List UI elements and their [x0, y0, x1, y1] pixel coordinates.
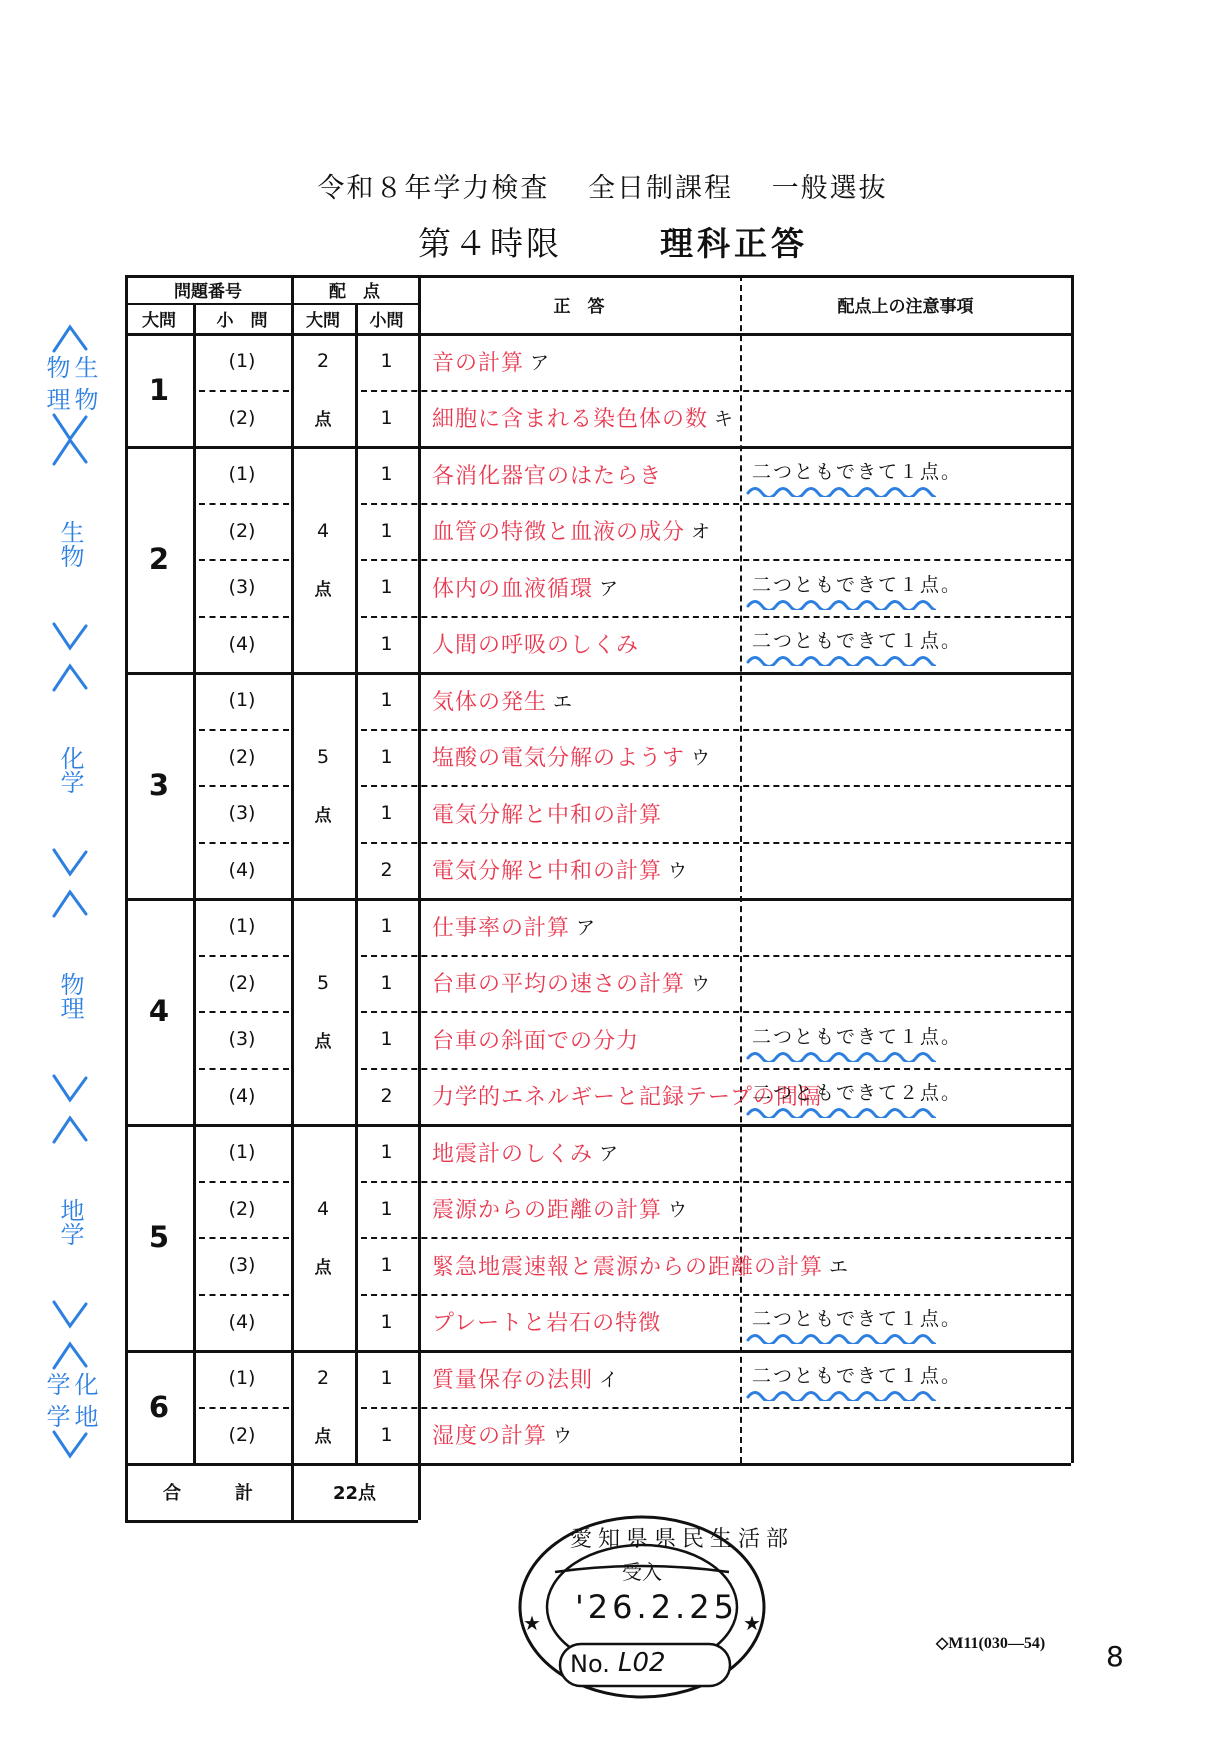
answer-cell: [432, 559, 619, 616]
answer-cell: [432, 1294, 667, 1351]
minor-question-number: (2): [228, 406, 256, 429]
minor-points: 1: [380, 1423, 393, 1446]
answer-cell: [432, 503, 711, 560]
major-points-value: 4: [316, 519, 330, 542]
stamp-date: '26.2.25: [575, 1588, 738, 1626]
major-points-value: 4: [316, 1197, 330, 1220]
annotation-text: 地学: [56, 1198, 84, 1246]
major-points-value: 5: [316, 971, 330, 994]
minor-points: 1: [380, 1367, 393, 1390]
answer-topic-handwritten: 仕事率の計算: [432, 915, 571, 941]
minor-points: 1: [380, 971, 393, 994]
caret-down-icon: [50, 1300, 90, 1330]
minor-question-number: (1): [228, 1367, 256, 1390]
wavy-underline-icon: [746, 1048, 936, 1062]
caret-down-icon: [50, 622, 90, 652]
minor-question-number: (4): [228, 1310, 256, 1333]
answer-topic-handwritten: プレートと岩石の特徴: [432, 1311, 662, 1337]
answer-topic-handwritten: 音の計算: [432, 350, 525, 376]
minor-question-number: (4): [228, 632, 256, 655]
minor-question-number: (1): [228, 463, 256, 486]
answer-symbol: ア: [599, 577, 620, 600]
answer-symbol: ウ: [668, 860, 689, 883]
minor-question-number: (2): [228, 519, 256, 542]
answer-cell: [432, 729, 711, 786]
exam-title: [0, 166, 1205, 205]
answer-topic-handwritten: 震源からの距離の計算: [432, 1198, 663, 1224]
major-points-unit: 点: [314, 1257, 332, 1278]
caret-down-icon: [50, 1430, 90, 1460]
annotation-text: 化学: [56, 746, 84, 794]
header-question-number: 問題番号: [174, 281, 242, 302]
answer-symbol: ウ: [668, 1199, 689, 1222]
annotation-text: 生物: [56, 520, 84, 568]
minor-question-number: (3): [228, 802, 256, 825]
stamp-number-value: L02: [618, 1648, 666, 1678]
table-border: [1071, 275, 1074, 1463]
major-points-unit: 点: [314, 1031, 332, 1052]
document-code: ◇M11(030—54): [936, 1635, 1046, 1652]
answer-topic-handwritten: 人間の呼吸のしくみ: [432, 633, 640, 659]
major-question-number: 6: [148, 1389, 170, 1424]
answer-symbol: ア: [599, 1142, 620, 1165]
answer-topic-handwritten: 電気分解と中和の計算: [432, 859, 663, 885]
major-question-number: 4: [148, 994, 170, 1028]
period-label: 第４時限: [418, 224, 562, 263]
answer-symbol: オ: [691, 521, 712, 544]
table-border: [125, 1520, 418, 1523]
page-number: 8: [1106, 1640, 1124, 1673]
minor-points: 1: [380, 1197, 393, 1220]
wavy-underline-icon: [746, 483, 936, 497]
answer-cell: [432, 1237, 849, 1294]
answer-cell: [432, 1181, 688, 1238]
svg-text:★: ★: [743, 1611, 761, 1635]
subject-annotation: [40, 1114, 100, 1360]
header-major: 大問: [142, 310, 176, 331]
minor-points: 1: [380, 689, 393, 712]
answer-symbol: キ: [714, 408, 735, 431]
major-points-unit: 点: [314, 579, 332, 600]
annotation-text: 地学: [42, 1404, 98, 1428]
header-minor: 小 問: [216, 310, 268, 331]
minor-points: 1: [380, 1310, 393, 1333]
header-points-minor: 小問: [369, 310, 404, 331]
answer-topic-handwritten: 質量保存の法則: [432, 1367, 594, 1393]
subject-annotation: [28, 1340, 112, 1473]
minor-points: 2: [380, 858, 393, 881]
minor-question-number: (2): [228, 745, 256, 768]
minor-points: 1: [380, 406, 393, 429]
answer-cell: [432, 672, 573, 729]
wavy-underline-icon: [746, 1387, 936, 1401]
minor-question-number: (1): [228, 1141, 256, 1164]
annotation-text: 物理: [42, 387, 98, 411]
scoring-note: 二つともできて１点。: [752, 630, 963, 653]
wavy-underline-icon: [746, 1330, 936, 1344]
answer-topic-handwritten: 電気分解と中和の計算: [432, 802, 663, 828]
caret-up-icon: [50, 1340, 90, 1370]
major-question-number: 1: [148, 372, 170, 407]
answer-topic-handwritten: 緊急地震速報と震源からの距離の計算: [432, 1254, 824, 1280]
minor-question-number: (1): [228, 350, 256, 373]
answer-topic-handwritten: 体内の血液循環: [432, 576, 594, 602]
annotation-text: 物理: [56, 972, 84, 1020]
answer-cell: [432, 785, 668, 842]
minor-question-number: (3): [228, 576, 256, 599]
answer-cell: [432, 1407, 573, 1464]
scoring-note: 二つともできて１点。: [752, 1364, 963, 1387]
answer-topic-handwritten: 台車の斜面での分力: [432, 1028, 640, 1054]
minor-points: 1: [380, 350, 393, 373]
header-answer: 正 答: [553, 296, 605, 317]
caret-up-icon: [50, 662, 90, 692]
minor-question-number: (2): [228, 1423, 256, 1446]
scoring-note: 二つともできて１点。: [752, 460, 963, 483]
answer-symbol: ウ: [691, 973, 712, 996]
wavy-underline-icon: [746, 652, 936, 666]
minor-question-number: (1): [228, 915, 256, 938]
wavy-underline-icon: [746, 1104, 936, 1118]
caret-up-icon: [50, 436, 90, 466]
caret-down-icon: [50, 848, 90, 878]
caret-up-icon: [50, 888, 90, 918]
header-points: 配 点: [329, 281, 380, 302]
minor-question-number: (3): [228, 1254, 256, 1277]
minor-points: 1: [380, 745, 393, 768]
major-points-value: 2: [316, 1367, 330, 1390]
scoring-note: 二つともできて１点。: [752, 1025, 963, 1048]
header-points-major: 大問: [306, 310, 340, 331]
subject-annotation: [40, 436, 100, 682]
subject-annotation: [40, 662, 100, 908]
major-question-number: 5: [148, 1220, 170, 1254]
annotation-text: 生物: [42, 355, 98, 379]
answer-cell: [432, 616, 645, 673]
major-points-value: 2: [316, 350, 330, 373]
minor-points: 1: [380, 463, 393, 486]
answer-topic-handwritten: 塩酸の電気分解のようす: [432, 746, 686, 772]
exam-title-part: 令和８年学力検査: [317, 173, 550, 204]
wavy-underline-icon: [746, 596, 936, 610]
svg-text:★: ★: [523, 1611, 541, 1635]
minor-question-number: (3): [228, 1028, 256, 1051]
answer-symbol: ウ: [553, 1425, 574, 1448]
answer-topic-handwritten: 各消化器官のはたらき: [432, 463, 663, 489]
answer-topic-handwritten: 細胞に含まれる染色体の数: [432, 407, 709, 433]
answer-cell: [432, 333, 550, 390]
answer-topic-handwritten: 湿度の計算: [432, 1424, 548, 1450]
answer-cell: [432, 446, 668, 503]
answer-topic-handwritten: 力学的エネルギーと記録テープの間隔: [432, 1085, 822, 1111]
minor-points: 1: [380, 1028, 393, 1051]
minor-points: 1: [380, 576, 393, 599]
caret-down-icon: [50, 1074, 90, 1104]
major-points-value: 5: [316, 745, 330, 768]
exam-title-part: 全日制課程: [588, 173, 733, 204]
minor-points: 1: [380, 1254, 393, 1277]
minor-question-number: (4): [228, 858, 256, 881]
major-question-number: 3: [148, 768, 170, 802]
minor-question-number: (2): [228, 971, 256, 994]
answer-cell: [432, 842, 688, 899]
answer-symbol: エ: [829, 1255, 850, 1278]
major-points-unit: 点: [314, 805, 332, 826]
scoring-note: 二つともできて１点。: [752, 573, 963, 596]
stamp-received: 受入: [622, 1560, 662, 1584]
answer-symbol: エ: [553, 690, 574, 713]
total-value: 22点: [332, 1482, 377, 1504]
stamp-arc-text: 愛知県県民生活部: [570, 1527, 795, 1552]
answer-topic-handwritten: 地震計のしくみ: [432, 1141, 594, 1167]
answer-symbol: イ: [599, 1368, 620, 1391]
minor-points: 1: [380, 632, 393, 655]
major-points-unit: 点: [314, 1427, 332, 1448]
caret-up-icon: [50, 1114, 90, 1144]
subject-annotation: [40, 888, 100, 1134]
major-question-number: 2: [148, 542, 170, 576]
scoring-note: 二つともできて２点。: [752, 1082, 963, 1105]
subject-title: 理科正答: [660, 224, 808, 263]
answer-cell: [432, 1124, 619, 1181]
exam-title-part: 一般選抜: [771, 173, 888, 204]
minor-points: 2: [380, 1084, 393, 1107]
annotation-text: 化学: [42, 1372, 98, 1396]
answer-cell: [432, 898, 596, 955]
minor-points: 1: [380, 1141, 393, 1164]
answer-cell: [432, 1011, 645, 1068]
answer-cell: [432, 955, 711, 1012]
answer-symbol: ウ: [691, 747, 712, 770]
answer-topic-handwritten: 気体の発生: [432, 689, 548, 715]
minor-points: 1: [380, 802, 393, 825]
minor-points: 1: [380, 519, 393, 542]
answer-symbol: ア: [530, 351, 551, 374]
answer-cell: [432, 1350, 619, 1407]
scoring-note: 二つともできて１点。: [752, 1308, 963, 1331]
minor-points: 1: [380, 915, 393, 938]
caret-up-icon: [50, 323, 90, 353]
answer-symbol: ア: [576, 916, 597, 939]
stamp-number-label: No.: [570, 1650, 610, 1678]
major-points-unit: 点: [314, 410, 332, 431]
header-notes: 配点上の注意事項: [837, 296, 974, 317]
minor-question-number: (1): [228, 689, 256, 712]
minor-question-number: (2): [228, 1197, 256, 1220]
answer-cell: [432, 390, 734, 447]
answer-topic-handwritten: 台車の平均の速さの計算: [432, 972, 686, 998]
total-label: 合 計: [163, 1482, 253, 1504]
minor-question-number: (4): [228, 1084, 256, 1107]
answer-topic-handwritten: 血管の特徴と血液の成分: [432, 520, 686, 546]
